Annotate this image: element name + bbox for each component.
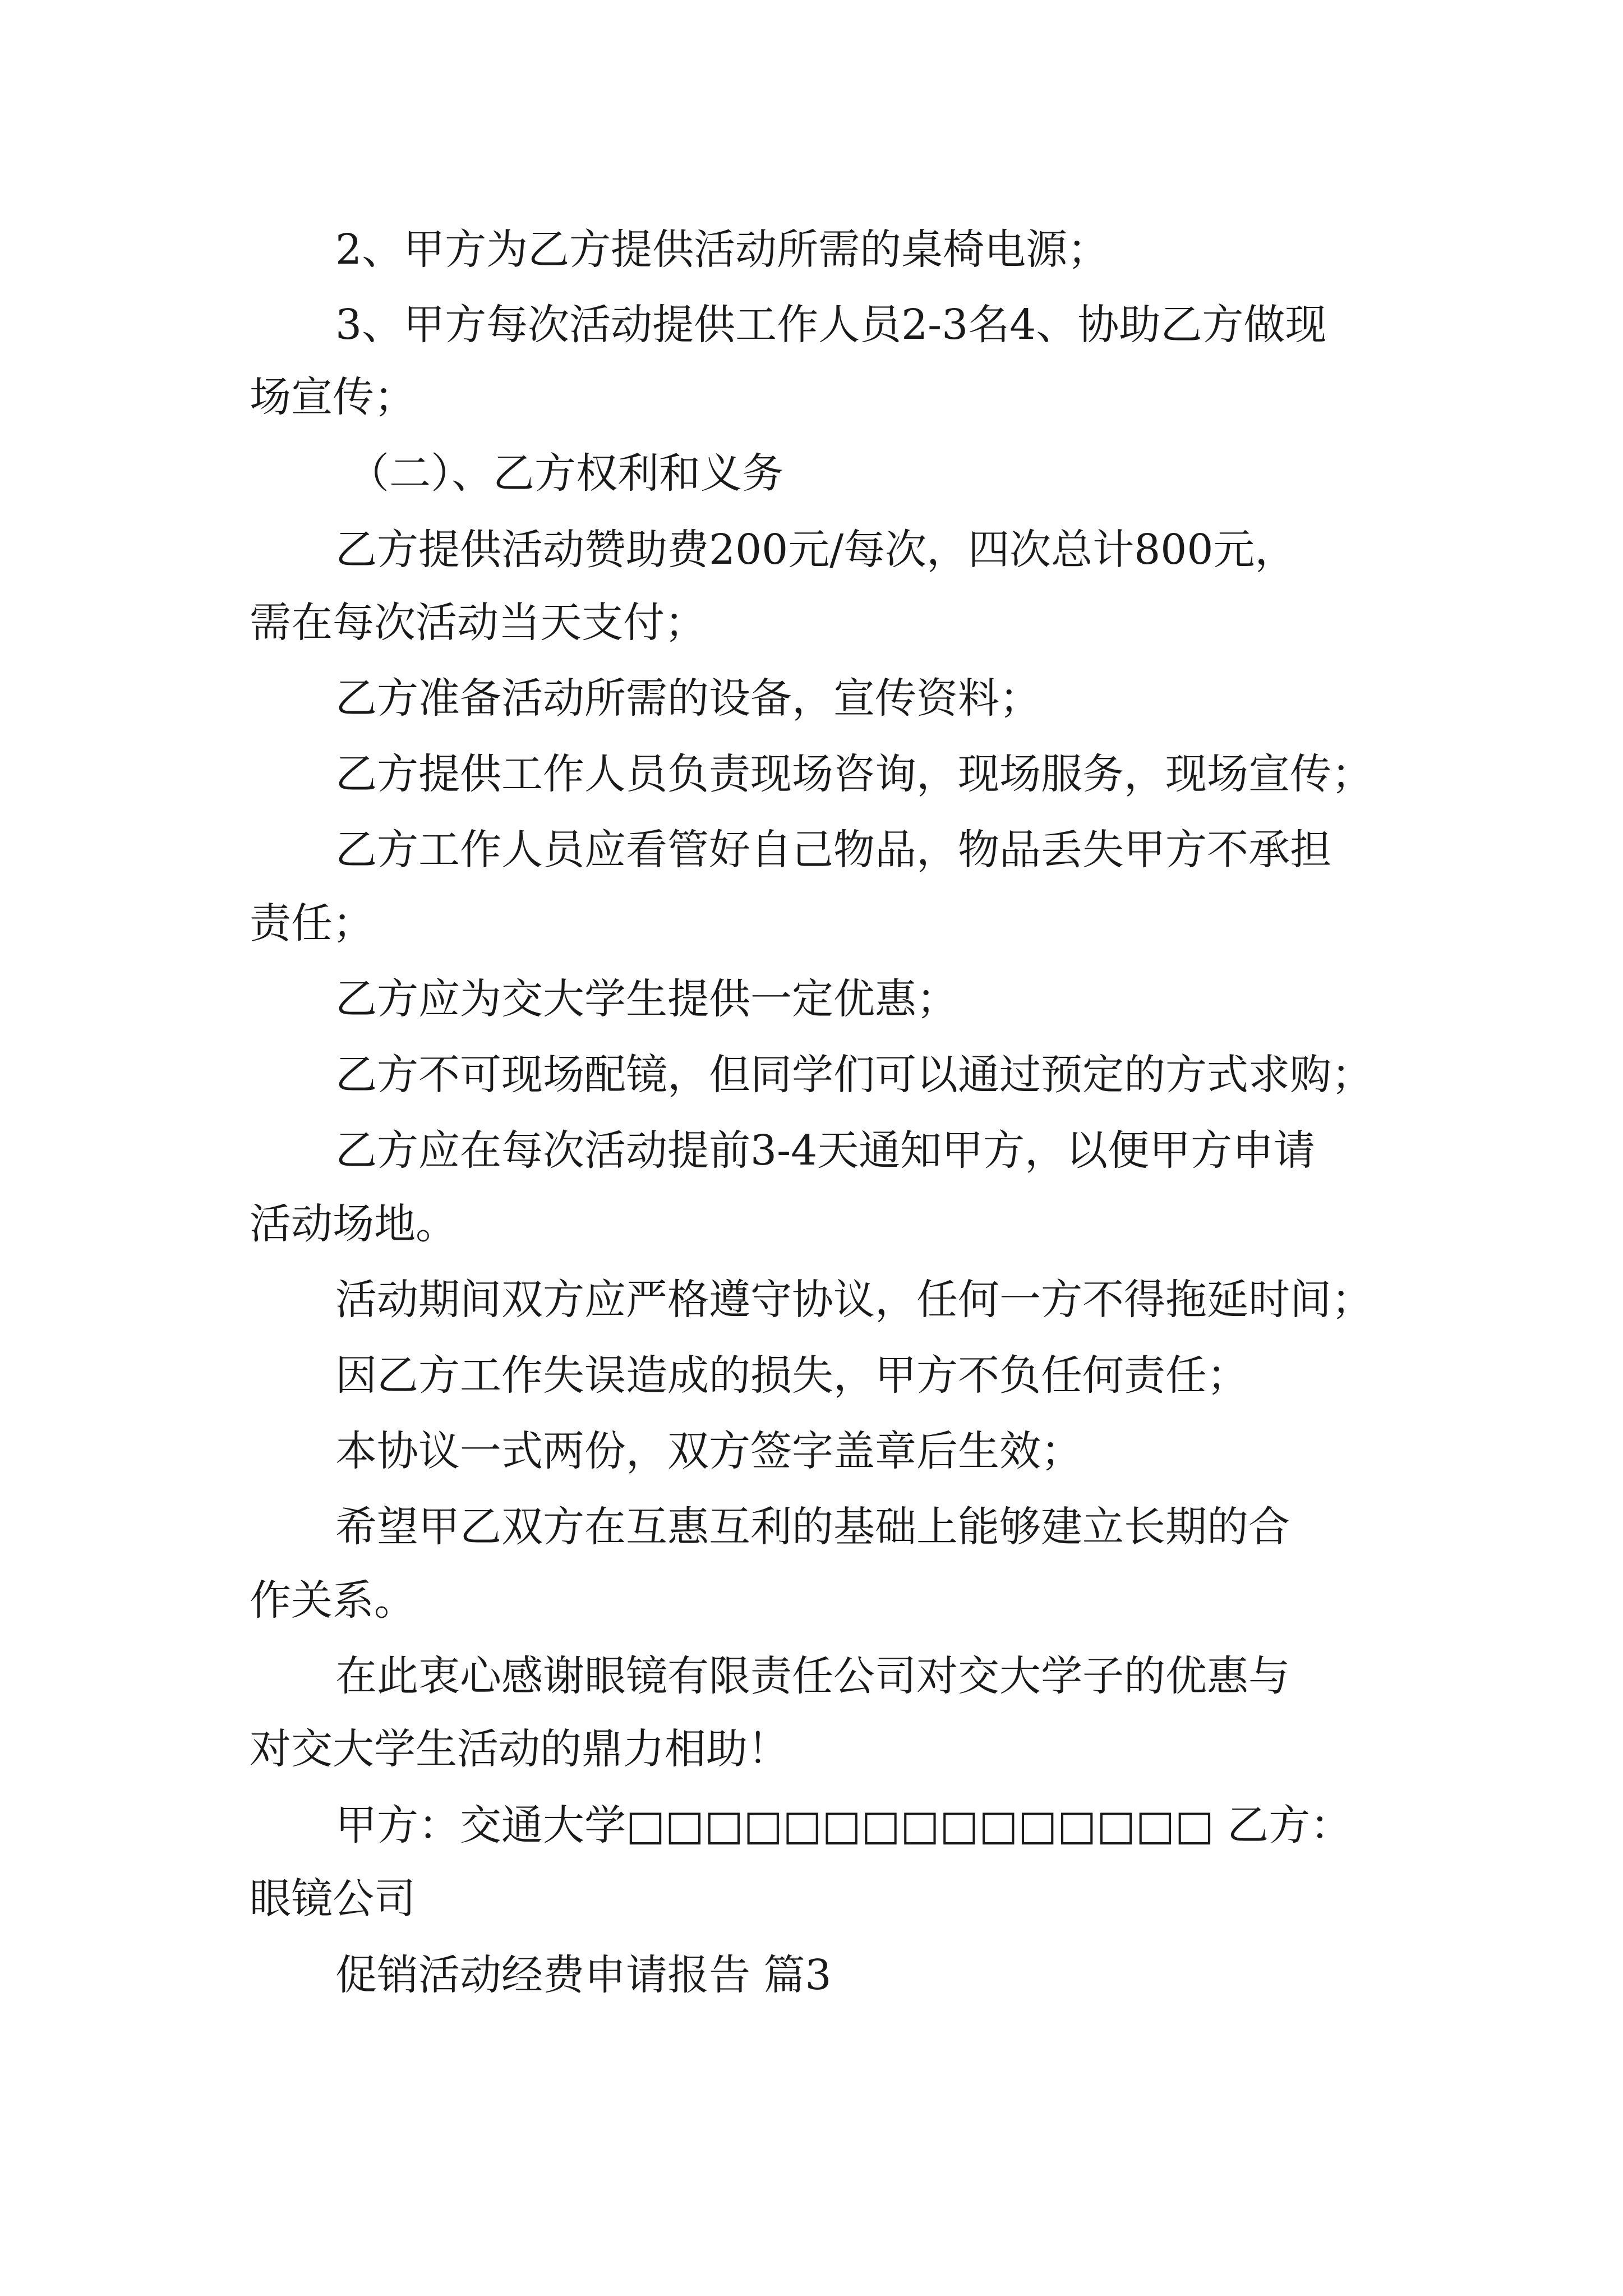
signature-line: 眼镜公司 [250,1875,416,1923]
text-line: 本协议一式两份，双方签字盖章后生效； [335,1427,1082,1475]
text-line: 乙方工作人员应看管好自己物品，物品丢失甲方不承担 [335,826,1331,874]
text-line: 乙方准备活动所需的设备，宣传资料； [335,674,1041,723]
text-line: 2、甲方为乙方提供活动所需的桌椅电源； [335,226,1109,274]
section-title: 促销活动经费申请报告 篇3 [335,1951,832,1999]
signature-line: 甲方：交通大学□□□□□□□□□□□□□□□ 乙方： [335,1801,1352,1849]
text-line: 场宣传； [250,373,416,421]
text-line: 乙方不可现场配镜，但同学们可以通过预定的方式求购； [335,1051,1373,1099]
text-line: 因乙方工作失误造成的损失，甲方不负任何责任； [335,1351,1248,1400]
text-line: 活动期间双方应严格遵守协议，任何一方不得拖延时间； [335,1276,1373,1324]
text-line: 乙方应在每次活动提前3-4天通知甲方，以便甲方申请 [335,1126,1316,1175]
text-line: 对交大学生活动的鼎力相助！ [250,1725,789,1773]
text-line: 责任； [250,899,374,947]
text-line: 作关系。 [250,1576,416,1625]
text-line: 乙方提供工作人员负责现场咨询，现场服务，现场宣传； [335,750,1373,798]
text-line: 乙方提供活动赞助费200元/每次，四次总计800元， [335,526,1297,574]
text-line: 在此衷心感谢眼镜有限责任公司对交大学子的优惠与 [335,1652,1290,1700]
text-line: 3、甲方每次活动提供工作人员2-3名4、协助乙方做现 [335,301,1327,349]
text-line: 乙方应为交大学生提供一定优惠； [335,975,958,1023]
section-heading: （二）、乙方权利和义务 [348,449,783,498]
text-line: 活动场地。 [250,1200,457,1248]
text-line: 希望甲乙双方在互惠互利的基础上能够建立长期的合 [335,1503,1290,1551]
text-line: 需在每次活动当天支付； [250,599,706,647]
